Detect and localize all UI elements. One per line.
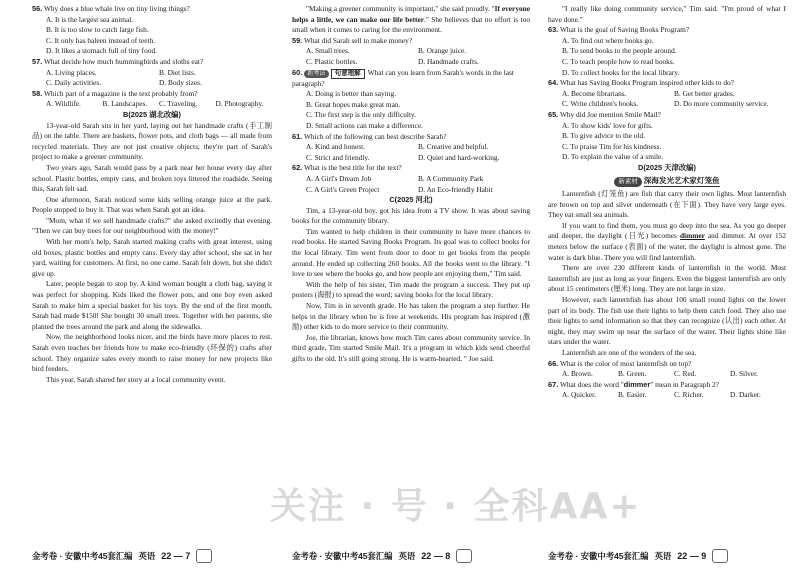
question-61: 61. Which of the following can best describe Sarah? (292, 131, 447, 141)
key-word-dimmer: dimmer (679, 231, 705, 241)
passage-paragraph: This year, Sarah shared her story at a local community event. (46, 374, 226, 384)
options-row (548, 390, 786, 401)
column-right (548, 4, 786, 543)
passage-paragraph: Joe, the librarian, knows how much Tim cares about community service. In third grade, Tim started Smile Mail. It's a program in which kids send cheerful gifts to the old. It's still going strong. He is warm-hearted, " Joe said. (292, 332, 530, 363)
series-name: 金考卷 · 安徽中考45套汇编 (548, 551, 649, 561)
question-60: 60. 新考法 句意理解 What can you learn from Sarah's words in the last paragraph? (292, 67, 514, 88)
option[interactable]: A. Brown. (562, 369, 593, 379)
passage-paragraph: However, each lanternfish has about 100 small round lights on the lower part of its body. The fish use their lights to help them catch food. They also use their lights to send information so that they can recognize (认出) each other. At night, they may swim up near the surface of the water. Their lights shine like stars under the water. (548, 295, 786, 347)
passage-paragraph: Tim, a 13-year-old boy, got his idea from a TV show. It was about saving books for the community library. (292, 205, 530, 226)
option[interactable]: C. Daily activities. (46, 78, 102, 88)
option[interactable]: D. Photography. (215, 99, 264, 109)
question-64: 64. What has Saving Books Program inspired other kids to do? (548, 78, 734, 88)
new-material-badge: 新素材 (614, 177, 642, 188)
options-row (548, 89, 786, 100)
passage-paragraph: Lanternfish (灯笼鱼) are fish that carry their own lights. Most lanternfish are brown on top and silver underneath (在下面). They have very large eyes. They eat small sea animals. (548, 189, 786, 220)
option[interactable]: A. Kind and honest. (306, 142, 365, 152)
option[interactable]: D. Body sizes. (159, 78, 202, 88)
passage-paragraph: Now, Tim is in seventh grade. He has taken the program a step further. He helps in the library when he is free at weekends. His program has inspired (激励) other kids to do more service to their community. (292, 301, 530, 332)
options-row (292, 46, 530, 57)
section-heading-b: B(2025 湖北改编) (123, 109, 181, 119)
passage-paragraph: "I really like doing community service," Tim said. "I'm proud of what I have done." (548, 4, 786, 24)
question-type-tag: 句意理解 (331, 69, 365, 79)
option[interactable]: A. Small trees. (306, 46, 350, 56)
section-heading-d: D(2025 天津改编) (638, 162, 696, 172)
option[interactable]: D. Darker. (730, 390, 761, 400)
option[interactable]: D. To collect books for the local library. (562, 67, 680, 77)
option[interactable]: D. Silver. (730, 369, 758, 379)
option[interactable]: A. To find out where books go. (562, 35, 654, 45)
option[interactable]: C. Plastic bottles. (306, 56, 358, 66)
question-63: 63. What is the goal of Saving Books Program? (548, 25, 690, 35)
options-row (292, 153, 530, 164)
page-number: 22 — 7 (161, 551, 191, 561)
option[interactable]: C. Richer. (674, 390, 704, 400)
option[interactable]: C. A Girl's Green Project (306, 184, 380, 194)
watermark: 关注 · 号 · 全科AA+ (270, 486, 642, 527)
passage-paragraph: Lanternfish are one of the wonders of the sea. (562, 348, 697, 357)
options-row (32, 68, 272, 79)
option[interactable]: A. Quicker. (562, 390, 597, 400)
passage-paragraph: Later, people began to stop by. A kind woman bought a cloth bag, saying it was perfect for shopping. Kids liked the flower pots, and one boy even asked Sarah to make him a special basket for his toys. By the end of the first month, Sarah had made $150! She bought 30 small trees. Together with her parents, she planted the trees around the park and along the sidewalks. (32, 279, 272, 331)
subject-label: 英语 (138, 551, 156, 561)
question-65: 65. Why did Joe mention Smile Mail? (548, 109, 661, 119)
option[interactable]: C. To praise Tim for his kindness. (562, 141, 662, 151)
option[interactable]: C. Strict and friendly. (306, 152, 370, 162)
option[interactable]: C. Traveling. (159, 99, 198, 109)
page-footer (548, 549, 728, 563)
option[interactable]: B. To send books to the people around. (562, 46, 677, 56)
option[interactable]: D. Quiet and hard-working. (418, 152, 500, 162)
passage-paragraph: Now, the neighborhood looks nicer, and the birds have more places to rest. Sarah even teaches her friends how to make eco-friendly (环保的) crafts after school. They organize sales every month to raise money for new projects like bird feeders. (32, 332, 272, 374)
option[interactable]: B. Diet lists. (159, 67, 196, 77)
new-method-badge: 新考法 (304, 70, 329, 78)
column-middle (292, 4, 530, 543)
options-row (292, 142, 530, 153)
option[interactable]: C. Write children's books. (562, 99, 639, 109)
options-row (292, 185, 530, 196)
question-58: 58. Which part of a magazine is the text probably from? (32, 88, 198, 98)
option[interactable]: B. Landscapes. (102, 99, 148, 109)
page-number: 22 — 8 (421, 551, 451, 561)
option[interactable]: A. A Girl's Dream Job (306, 173, 372, 183)
option[interactable]: B. To give advice to the old. (562, 131, 645, 141)
question-66: 66. What is the color of most lanternfish on top? (548, 358, 692, 368)
passage-paragraph: 13-year-old Sarah sits in her yard, laying out her handmade crafts (手工制品) on the table. There are baskets, flower pots, and cloth bags — all made from recycled materials. They are not just creative objects; they're part of Sarah's project to make a greener community. (32, 120, 272, 162)
option[interactable]: A. Become librarians. (562, 88, 627, 98)
option[interactable]: C. Red. (674, 369, 697, 379)
question-62: 62. What is the best title for the text? (292, 163, 402, 173)
options-row (32, 99, 272, 110)
option[interactable]: B. Green. (618, 369, 647, 379)
options-row (32, 78, 272, 89)
passage-paragraph: Two years ago, Sarah would pass by a park near her house every day after school. Plastic bottles, empty cans, and broken toys littered the roadside. Seeing this, Sarah felt sad. (32, 162, 272, 194)
passage-paragraph: One afternoon, Sarah noticed some kids selling orange juice at the park. People stopped to buy it. That was when Sarah got an idea. (32, 194, 272, 215)
options-row (548, 99, 786, 110)
material-header (548, 176, 786, 188)
bold-quote: If everyone helps a little, we can make our life better (292, 4, 530, 24)
option[interactable]: D. An Eco-friendly Habit (418, 184, 493, 194)
logo-icon (456, 549, 472, 563)
page-footer (292, 549, 472, 563)
series-name: 金考卷 · 安徽中考45套汇编 (32, 551, 133, 561)
option[interactable]: D. To explain the value of a smile. (562, 152, 664, 162)
option[interactable]: A. It is the largest sea animal. (46, 14, 134, 24)
question-67: 67. What does the word "dimmer" mean in Paragraph 2? (548, 379, 719, 389)
page-number: 22 — 9 (677, 551, 707, 561)
option[interactable]: B. It is too slow to catch large fish. (46, 25, 149, 35)
option[interactable]: B. Easier. (618, 390, 647, 400)
option[interactable]: C. To teach people how to read books. (562, 56, 675, 66)
option[interactable]: B. Creative and helpful. (418, 142, 489, 152)
subject-label: 英语 (398, 551, 416, 561)
option[interactable]: D. It likes a stomach full of tiny food. (46, 46, 157, 56)
option[interactable]: B. Orange juice. (418, 46, 467, 56)
option[interactable]: C. The first step is the only difficulty. (306, 110, 417, 120)
passage-paragraph: "Making a greener community is important," she said proudly. "If everyone helps a little, we can make our life better." She believes that no effort is too small when it comes to caring for the environment. (292, 4, 530, 35)
passage-paragraph: Tim wanted to help children in their community to have more chances to read books. He started Saving Books Program. Its goal was to collect books for the local library. Tim went from door to door to get books from the people around. He ended up collecting 260 books. All the books went to the library. "I love to see where the books go, and how people are enjoying them," Tim said. (292, 226, 530, 279)
option[interactable]: A. To show kids' love for gifts. (562, 120, 653, 130)
section-heading-c: C(2025 河北) (389, 195, 433, 205)
option[interactable]: D. Do more community service. (674, 99, 769, 109)
question-56: 56. Why does a blue whale live on tiny living things? (32, 4, 190, 13)
passage-paragraph: With the help of his sister, Tim made the program a success. They put up posters (海报) to spread the word; saving books for the local library. (292, 279, 530, 300)
page-footer (32, 549, 212, 563)
material-title: 深海发光艺术家灯笼鱼 (644, 176, 720, 188)
column-left (32, 4, 272, 543)
option[interactable]: B. Great hopes make great man. (306, 99, 401, 109)
question-59: 59. What did Sarah sell to make money? (292, 35, 413, 45)
option[interactable]: C. It only has baleen instead of teeth. (46, 35, 156, 45)
passage-paragraph: With her mom's help, Sarah started making crafts with great interest, using old boxes, plastic bottles and empty cans. Every day after school, she sat in her yard, waiting for customers. At first, no one came. Sarah felt down, but she didn't give up. (32, 237, 272, 278)
passage-paragraph: There are over 230 different kinds of lanternfish in the world. Most lanternfish are just as long as your fingers. Even the biggest lanternfish are only about 15 centimeters (厘米) long. They are not large in size. (548, 263, 786, 294)
option[interactable]: A. Doing is better than saying. (306, 89, 396, 99)
series-name: 金考卷 · 安徽中考45套汇编 (292, 551, 393, 561)
options-row (292, 174, 530, 185)
option[interactable]: D. Small actions can make a difference. (306, 120, 423, 130)
options-row (548, 369, 786, 380)
passage-paragraph: "Mom, what if we sell handmade crafts?" she asked excitedly that evening. "Then we can buy trees for our neighborhood with the money!" (32, 215, 272, 236)
logo-icon (196, 549, 212, 563)
options-row (292, 57, 530, 68)
option[interactable]: B. Get better grades. (674, 88, 735, 98)
logo-icon (712, 549, 728, 563)
option[interactable]: A. Living places. (46, 67, 97, 77)
question-57: 57. What decide how much hummingbirds and sloths eat? (32, 56, 204, 66)
passage-paragraph: If you want to find them, you must go deep into the sea. As you go deeper and deeper, the daylight (日光) becomes dimmer and dimmer. At over 152 meters below the surface (表面) of the water, the daylight is almost gone. The water is dark blue. There you will find lanternfish. (548, 220, 786, 262)
subject-label: 英语 (654, 551, 672, 561)
option[interactable]: A. Wildlife. (46, 99, 81, 109)
option[interactable]: B. A Community Park (418, 173, 484, 183)
option[interactable]: D. Handmade crafts. (418, 56, 479, 66)
